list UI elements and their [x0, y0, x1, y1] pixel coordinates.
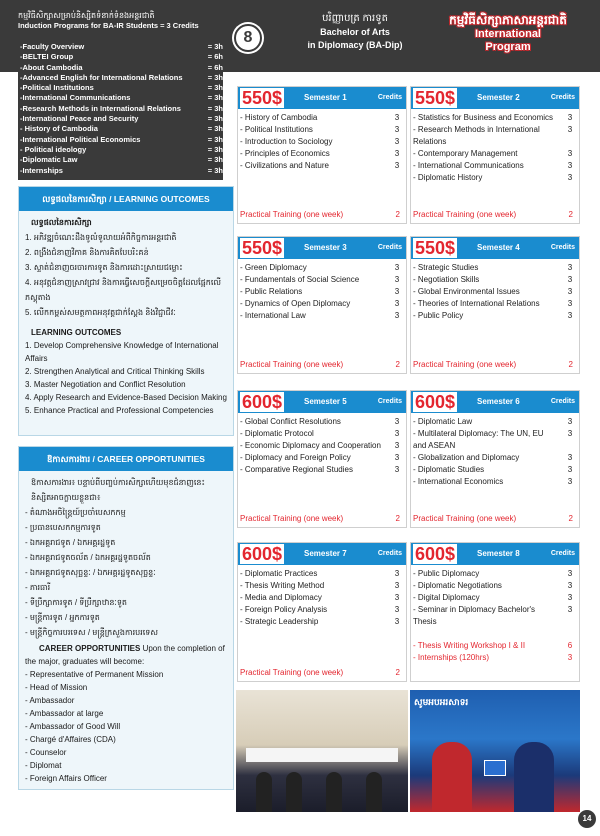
career-opportunities-box	[18, 446, 234, 790]
course-item	[240, 286, 404, 298]
course-item	[413, 476, 577, 488]
induction-item-hours: = 3h	[207, 144, 223, 154]
course-name: - Diplomatic Practices	[240, 569, 318, 578]
semester-name: Semester 4	[477, 243, 520, 252]
course-item	[413, 148, 577, 160]
course-name: - Diplomacy and Foreign Policy	[240, 453, 351, 462]
course-item	[240, 310, 404, 322]
course-name: - Public Policy	[413, 311, 464, 320]
semester-price: 600$	[242, 392, 283, 412]
career-item-kh: - ឯកអគ្គរាជទូតសុច្ឆន្ទៈ / ឯកអគ្គរដ្ឋទូតសុច្ឆន្ទៈ	[25, 568, 156, 577]
course-credits: 3	[394, 161, 400, 170]
course-name: - Fundamentals of Social Science	[240, 275, 360, 284]
course-name: - Diplomatic Protocol	[240, 429, 314, 438]
learning-outcome-kh: 4. អនុវត្តជំនាញស្រាវជ្រាវ និងការធ្វើសេចក្តីសម្រេចចិត្តដែលផ្អែកលើភស្តុតាង	[25, 278, 221, 302]
induction-item-name: -About Cambodia	[20, 62, 83, 72]
course-name: - Negotiation Skills	[413, 275, 480, 284]
course-credits: 3	[567, 605, 573, 614]
course-name: - International Economics	[413, 477, 504, 486]
course-item	[240, 416, 404, 428]
course-name: - Diplomatic Negotiations	[413, 581, 502, 590]
semester-card	[410, 236, 580, 374]
course-item	[240, 428, 404, 440]
induction-item	[20, 166, 223, 176]
course-name: - Media and Diplomacy	[240, 593, 322, 602]
course-item	[413, 172, 577, 184]
course-item	[413, 112, 577, 124]
practical-training-name: Practical Training (one week)	[240, 668, 344, 677]
course-item	[240, 440, 404, 452]
credits-label: Credits	[377, 550, 402, 557]
semester-price: 550$	[242, 88, 283, 108]
practical-training-name: Practical Training (one week)	[240, 210, 344, 219]
course-name: - Global Conflict Resolutions	[240, 417, 341, 426]
learning-en-title: LEARNING OUTCOMES	[31, 328, 122, 337]
semester-name: Semester 1	[304, 93, 347, 102]
learning-outcome-kh: 2. ពង្រឹងជំនាញវិភាគ និងការគិតបែបរិះគន់	[25, 248, 149, 257]
learning-outcome-kh: 5. លើកកម្ពស់សមត្ថភាពអនុវត្តជាក់ស្តែង និងវិជ្ជាជីវៈ	[25, 308, 176, 317]
course-credits: 3	[394, 605, 400, 614]
learning-outcome-en: 1. Develop Comprehensive Knowledge of International Affairs	[25, 341, 219, 363]
induction-title-en: Induction Programs for BA-IR Students = 3 Credits	[18, 21, 199, 30]
career-item-en: - Counselor	[25, 748, 67, 757]
induction-item	[20, 42, 223, 52]
course-list	[411, 565, 579, 664]
learning-outcomes-heading: លទ្ធផលនៃការសិក្សា / LEARNING OUTCOMES	[19, 187, 233, 211]
credits-label: Credits	[550, 244, 575, 251]
course-name: - Strategic Leadership	[240, 617, 319, 626]
person-silhouette	[366, 772, 382, 812]
induction-item-hours: = 3h	[207, 155, 223, 165]
course-credits: 3	[567, 263, 573, 272]
course-credits: 3	[394, 287, 400, 296]
course-name: - Seminar in Diplomacy Bachelor's Thesis	[413, 605, 536, 626]
course-name: - Digital Diplomacy	[413, 593, 480, 602]
induction-item-name: -Advanced English for International Relations	[20, 72, 183, 82]
course-credits: 3	[567, 581, 573, 590]
person-silhouette	[286, 772, 302, 812]
learning-outcome-en: 4. Apply Research and Evidence-Based Decision Making	[25, 393, 227, 402]
semester-card	[237, 86, 407, 224]
graduate-gown-left	[432, 742, 472, 812]
practical-training-name: Practical Training (one week)	[240, 514, 344, 523]
course-list	[238, 565, 406, 628]
induction-item	[20, 63, 223, 73]
degree-title-en-2: in Diplomacy (BA-Dip)	[307, 40, 403, 50]
course-item	[413, 262, 577, 274]
course-credits: 3	[567, 161, 573, 170]
course-item	[240, 568, 404, 580]
induction-item-name: - History of Cambodia	[20, 124, 98, 134]
course-name: - Research Methods in International Relations	[413, 125, 540, 146]
credits-label: Credits	[550, 550, 575, 557]
course-name: - Civilizations and Nature	[240, 161, 329, 170]
career-item-en: - Foreign Affairs Officer	[25, 774, 107, 783]
international-program-logo	[428, 12, 588, 54]
course-item	[413, 464, 577, 476]
course-name: - International Law	[240, 311, 306, 320]
induction-item-hours: = 3h	[207, 134, 223, 144]
course-list	[411, 259, 579, 322]
course-credits: 3	[567, 429, 573, 438]
practical-training-credits: 2	[395, 360, 400, 369]
course-item	[240, 580, 404, 592]
course-name: - Introduction to Sociology	[240, 137, 333, 146]
semester-price: 600$	[242, 544, 283, 564]
credits-label: Credits	[377, 244, 402, 251]
course-credits: 6	[567, 641, 573, 650]
course-item	[413, 286, 577, 298]
course-list	[411, 109, 579, 184]
course-item	[413, 428, 577, 452]
course-credits: 3	[567, 653, 573, 662]
intl-program-kh: កម្មវិធីសិក្សាភាសាអន្តរជាតិ	[449, 13, 567, 27]
course-credits: 3	[394, 429, 400, 438]
intl-program-en-1: International	[474, 28, 541, 40]
career-en-title: CAREER OPPORTUNITIES	[39, 644, 141, 653]
course-name: - Thesis Writing Method	[240, 581, 325, 590]
induction-item	[20, 155, 223, 165]
course-name: - Diplomatic Studies	[413, 465, 485, 474]
course-list	[238, 413, 406, 476]
course-name: - Economic Diplomacy and Cooperation	[240, 441, 381, 450]
semester-name: Semester 5	[304, 397, 347, 406]
learning-outcome-en: 5. Enhance Practical and Professional Competencies	[25, 406, 214, 415]
induction-item-name: -Faculty Overview	[20, 42, 85, 51]
course-name: - Multilateral Diplomacy: The UN, EU and ASEAN	[413, 429, 544, 450]
practical-training-name: Practical Training (one week)	[413, 514, 517, 523]
course-name: - Foreign Policy Analysis	[240, 605, 328, 614]
induction-item-name: -Internships	[20, 165, 63, 175]
course-credits: 3	[567, 173, 573, 182]
course-name: - Global Environmental Issues	[413, 287, 520, 296]
induction-item-name: -International Peace and Security	[20, 114, 139, 124]
course-item	[413, 452, 577, 464]
course-name: - Public Relations	[240, 287, 303, 296]
person-silhouette	[256, 772, 272, 812]
section-number-badge: 8	[234, 24, 262, 52]
meeting-photo	[236, 690, 408, 812]
semester-price: 550$	[242, 238, 283, 258]
course-credits: 3	[567, 453, 573, 462]
induction-title-kh: កម្មវិធីសិក្សាសម្រាប់និស្សិតទំនាក់ទំនងអន្តរជាតិ	[18, 11, 155, 20]
course-name: - Comparative Regional Studies	[240, 465, 353, 474]
semester-header	[238, 391, 406, 413]
course-credits: 3	[567, 287, 573, 296]
semester-card	[410, 86, 580, 224]
intl-program-en-2: Program	[485, 41, 531, 53]
induction-item	[20, 104, 223, 114]
learning-outcome-en: 3. Master Negotiation and Conflict Resolution	[25, 380, 186, 389]
semester-price: 550$	[415, 88, 456, 108]
semester-header	[411, 391, 579, 413]
induction-item-hours: = 3h	[207, 42, 223, 51]
course-credits: 3	[394, 263, 400, 272]
practical-training-name: Practical Training (one week)	[240, 360, 344, 369]
course-item-extra	[413, 652, 577, 664]
degree-title-en-1: Bachelor of Arts	[320, 27, 390, 37]
practical-training-credits: 2	[395, 210, 400, 219]
course-item	[413, 416, 577, 428]
course-credits: 3	[394, 125, 400, 134]
learning-kh-list	[25, 230, 227, 320]
course-item	[240, 464, 404, 476]
induction-item-hours: = 6h	[207, 52, 223, 62]
course-credits: 3	[567, 593, 573, 602]
course-item	[413, 580, 577, 592]
practical-training-name: Practical Training (one week)	[413, 360, 517, 369]
semester-header	[238, 543, 406, 565]
career-item-kh: - មន្ត្រីកិច្ចការបរទេស / មន្ត្រីក្រសួងការបរទេស	[25, 628, 158, 637]
career-en-intro: Upon the completion of the major, graduates will become:	[25, 644, 225, 666]
career-kh-list	[25, 505, 227, 640]
semester-card	[237, 236, 407, 374]
course-list	[238, 259, 406, 322]
course-credits: 3	[567, 299, 573, 308]
course-name: - Strategic Studies	[413, 263, 479, 272]
career-item-kh: - ទីប្រឹក្សាការទូត / ទីប្រឹក្សាឋានៈទូត	[25, 598, 128, 607]
induction-item-name: -BELTEI Group	[20, 52, 74, 62]
course-item	[240, 136, 404, 148]
semester-header	[411, 237, 579, 259]
course-credits: 3	[394, 299, 400, 308]
semester-card	[237, 542, 407, 682]
induction-item-hours: = 3h	[207, 165, 223, 175]
practical-training-credits: 2	[395, 514, 400, 523]
semester-name: Semester 7	[304, 549, 347, 558]
course-item	[413, 604, 577, 628]
course-credits: 3	[394, 593, 400, 602]
learning-outcome-en: 2. Strengthen Analytical and Critical Thinking Skills	[25, 367, 205, 376]
course-item	[413, 274, 577, 286]
course-item	[240, 274, 404, 286]
induction-item-hours: = 3h	[207, 93, 223, 103]
course-name: - Principles of Economics	[240, 149, 330, 158]
page-number: 14	[578, 810, 596, 828]
induction-item-name: -Research Methods in International Relations	[20, 103, 181, 113]
semester-card	[237, 390, 407, 528]
induction-item	[20, 114, 223, 124]
course-name: - Political Institutions	[240, 125, 313, 134]
course-item	[240, 298, 404, 310]
practical-training	[413, 514, 573, 523]
practical-training-credits: 2	[568, 360, 573, 369]
certificate-shape	[484, 760, 506, 776]
course-item	[413, 298, 577, 310]
semester-price: 600$	[415, 392, 456, 412]
induction-item-hours: = 6h	[207, 62, 223, 72]
practical-training	[240, 210, 400, 219]
semester-card	[410, 390, 580, 528]
induction-heading	[18, 10, 228, 31]
graduation-banner-text: សូមអបអរសាទរ	[414, 697, 469, 707]
semester-card	[410, 542, 580, 682]
induction-item-name: -International Communications	[20, 93, 131, 103]
course-credits: 3	[567, 113, 573, 122]
course-list	[238, 109, 406, 172]
career-item-en: - Diplomat	[25, 761, 62, 770]
practical-training-credits: 2	[568, 514, 573, 523]
course-credits: 3	[567, 569, 573, 578]
induction-item	[20, 135, 223, 145]
course-credits: 3	[567, 465, 573, 474]
course-name: - Diplomatic History	[413, 173, 483, 182]
credits-label: Credits	[377, 398, 402, 405]
practical-training	[413, 360, 573, 369]
learning-en-list	[25, 339, 227, 417]
course-name: - Theories of International Relations	[413, 299, 540, 308]
course-item	[240, 592, 404, 604]
course-name: - Thesis Writing Workshop I & II	[413, 641, 526, 650]
induction-item	[20, 83, 223, 93]
course-item	[240, 124, 404, 136]
induction-item	[20, 52, 223, 62]
credits-label: Credits	[550, 398, 575, 405]
course-credits: 3	[394, 569, 400, 578]
practical-training	[413, 210, 573, 219]
person-silhouette	[326, 772, 342, 812]
semester-name: Semester 6	[477, 397, 520, 406]
practical-training-credits: 2	[395, 668, 400, 677]
course-name: - Internships (120hrs)	[413, 653, 490, 662]
semester-header	[411, 543, 579, 565]
semester-name: Semester 8	[477, 549, 520, 558]
career-item-kh: - ប្រធានបេសកកម្មការទូត	[25, 523, 101, 532]
credits-label: Credits	[377, 94, 402, 101]
course-item	[413, 310, 577, 322]
career-item-en: - Representative of Permanent Mission	[25, 670, 164, 679]
course-credits: 3	[567, 311, 573, 320]
course-item	[240, 604, 404, 616]
course-credits: 3	[567, 275, 573, 284]
course-credits: 3	[394, 617, 400, 626]
course-item	[240, 262, 404, 274]
course-item	[240, 148, 404, 160]
course-name: - Diplomatic Law	[413, 417, 473, 426]
course-credits: 3	[567, 477, 573, 486]
semester-header	[411, 87, 579, 109]
course-credits: 3	[394, 149, 400, 158]
induction-item-hours: = 3h	[207, 72, 223, 82]
graduation-photo	[410, 690, 580, 812]
career-item-kh: - ភារធារី	[25, 583, 51, 592]
course-credits: 3	[394, 441, 400, 450]
induction-item	[20, 73, 223, 83]
course-credits: 3	[394, 311, 400, 320]
learning-outcome-kh: 1. អភិវឌ្ឍចំណេះដឹងទូលំទូលាយអំពីកិច្ចការអន្តរជាតិ	[25, 233, 177, 242]
practical-training	[240, 514, 400, 523]
induction-item-name: -Diplomatic Law	[20, 155, 78, 165]
learning-outcome-kh: 3. ស្ទាត់ជំនាញចរចារការទូត និងការដោះស្រាយជម្លោះ	[25, 263, 183, 272]
career-en-list	[25, 668, 227, 785]
course-credits: 3	[394, 275, 400, 284]
induction-item-name: - Political ideology	[20, 144, 87, 154]
course-item	[240, 160, 404, 172]
course-credits: 3	[394, 581, 400, 590]
semester-price: 550$	[415, 238, 456, 258]
credits-label: Credits	[550, 94, 575, 101]
semester-name: Semester 3	[304, 243, 347, 252]
course-credits: 3	[394, 453, 400, 462]
learning-kh-title: លទ្ធផលនៃការសិក្សា	[31, 218, 92, 227]
course-name: - International Communications	[413, 161, 524, 170]
career-item-en: - Head of Mission	[25, 683, 88, 692]
career-item-en: - Ambassador	[25, 696, 75, 705]
induction-item-hours: = 3h	[207, 124, 223, 134]
course-credits: 3	[567, 417, 573, 426]
degree-title	[290, 12, 420, 52]
conference-table-shape	[246, 748, 398, 762]
course-item	[240, 452, 404, 464]
career-item-en: - Ambassador at large	[25, 709, 104, 718]
career-item-kh: - ឯកអគ្គរាជទូត / ឯកអគ្គរដ្ឋទូត	[25, 538, 116, 547]
career-item-kh: - មន្ត្រីការទូត / អ្នកការទូត	[25, 613, 100, 622]
course-name: - History of Cambodia	[240, 113, 318, 122]
course-name: - Green Diplomacy	[240, 263, 307, 272]
course-item	[413, 592, 577, 604]
degree-title-kh: បរិញ្ញាបត្រ ការទូត	[322, 13, 388, 24]
course-item-extra	[413, 640, 577, 652]
semester-header	[238, 237, 406, 259]
career-item-en: - Chargé d'Affaires (CDA)	[25, 735, 116, 744]
graduate-gown-right	[514, 742, 554, 812]
career-item-kh: - ឯកអគ្គរាជទូតចល័ត / ឯកអគ្គរដ្ឋទូតចល័ត	[25, 553, 151, 562]
semester-header	[238, 87, 406, 109]
course-credits: 3	[394, 137, 400, 146]
induction-item-hours: = 3h	[207, 114, 223, 124]
course-name: - Public Diplomacy	[413, 569, 480, 578]
induction-item	[20, 124, 223, 134]
learning-outcomes-box	[18, 186, 234, 436]
course-name: - Globalization and Diplomacy	[413, 453, 520, 462]
course-item	[413, 568, 577, 580]
career-item-en: - Ambassador of Good Will	[25, 722, 121, 731]
career-item-kh: - តំណាងអចិន្ត្រៃយ៍ប្រចាំបេសកកម្ម	[25, 508, 126, 517]
practical-training	[240, 668, 400, 677]
course-item	[240, 616, 404, 628]
course-item	[240, 112, 404, 124]
course-name: - Dynamics of Open Diplomacy	[240, 299, 351, 308]
course-credits: 3	[394, 465, 400, 474]
practical-training-name: Practical Training (one week)	[413, 210, 517, 219]
induction-item-name: -International Political Economics	[20, 134, 141, 144]
course-name: - Statistics for Business and Economics	[413, 113, 554, 122]
career-opportunities-heading: ឱកាសការងារ / CAREER OPPORTUNITIES	[19, 447, 233, 471]
course-name: - Contemporary Management	[413, 149, 518, 158]
course-credits: 3	[394, 417, 400, 426]
induction-item	[20, 93, 223, 103]
course-list	[411, 413, 579, 488]
semester-name: Semester 2	[477, 93, 520, 102]
induction-item-hours: = 3h	[207, 103, 223, 113]
practical-training-credits: 2	[568, 210, 573, 219]
course-credits: 3	[567, 149, 573, 158]
induction-item-hours: = 3h	[207, 83, 223, 93]
course-item	[413, 160, 577, 172]
course-credits: 3	[567, 125, 573, 134]
course-item	[413, 124, 577, 148]
induction-item-name: -Political Institutions	[20, 83, 94, 93]
practical-training	[240, 360, 400, 369]
induction-item	[20, 145, 223, 155]
semester-price: 600$	[415, 544, 456, 564]
career-kh-intro: ឱកាសការងារ៖ បន្ទាប់ពីបញ្ចប់ការសិក្សាហើយមុខជំនាញនេះ និស្សិតអាចក្លាយខ្លួនជា៖	[31, 478, 206, 502]
course-credits: 3	[394, 113, 400, 122]
induction-list	[18, 38, 223, 180]
